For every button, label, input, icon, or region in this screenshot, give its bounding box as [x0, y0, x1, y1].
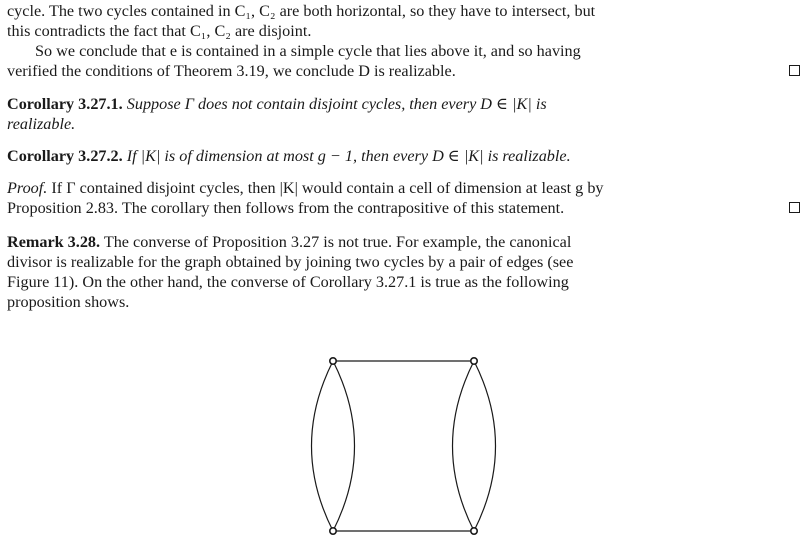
remark-text: The converse of Proposition 3.27 is not true. For example, the canonical: [103, 233, 572, 251]
text-line: [7, 232, 800, 252]
text-line: Figure 11). On the other hand, the converse of Corollary 3.27.1 is true as the following: [7, 273, 569, 291]
text-line: [7, 178, 800, 198]
text-line: this contradicts the fact that C₁, C₂ are disjoint.: [7, 22, 312, 40]
remark-label: Remark 3.28.: [7, 233, 101, 251]
proof-block: [7, 178, 800, 218]
edge-left-inner: [333, 361, 355, 531]
graph-figure: [300, 350, 500, 543]
corollary-statement: Suppose Γ does not contain disjoint cycles, then every D ∈ |K| is: [126, 95, 547, 113]
qed-square-icon: [789, 65, 800, 76]
corollary-3-27-1: [7, 94, 800, 134]
proof-label: Proof.: [7, 179, 48, 197]
paragraph-proof-end: [7, 1, 800, 41]
corollary-statement: If |K| is of dimension at most g − 1, then every D ∈ |K| is realizable.: [126, 147, 571, 165]
text-line: cycle. The two cycles contained in C₁, C₂ are both horizontal, so they have to intersect, but: [7, 2, 596, 20]
text-line: proposition shows.: [7, 293, 130, 311]
corollary-label: Corollary 3.27.2.: [7, 147, 123, 165]
corollary-statement: realizable.: [7, 115, 76, 133]
text-span: verified the conditions of Theorem 3.19, we conclude D is realizable.: [7, 62, 456, 80]
vertex-top-right: [471, 358, 477, 364]
text-line: [7, 146, 800, 166]
proof-text: Proposition 2.83. The corollary then follows from the contrapositive of this statement.: [7, 199, 565, 217]
text-line: divisor is realizable for the graph obtained by joining two cycles by a pair of edges (see: [7, 253, 574, 271]
edge-left-outer: [312, 361, 334, 531]
text-line: [7, 61, 800, 81]
paragraph-conclusion: [7, 41, 800, 81]
text-line: [7, 94, 800, 114]
remark-3-28: [7, 232, 800, 312]
corollary-label: Corollary 3.27.1.: [7, 95, 123, 113]
text-line: [7, 114, 800, 134]
proof-text: If Γ contained disjoint cycles, then |K| would contain a cell of dimension at least g by: [51, 179, 604, 197]
vertex-bottom-left: [330, 528, 336, 534]
vertex-bottom-right: [471, 528, 477, 534]
text-line: So we conclude that e is contained in a simple cycle that lies above it, and so having: [35, 42, 581, 60]
text-line: [7, 198, 800, 218]
qed-square-icon: [789, 202, 800, 213]
edge-right-outer: [453, 361, 475, 531]
edge-right-inner: [474, 361, 496, 531]
vertex-top-left: [330, 358, 336, 364]
corollary-3-27-2: [7, 146, 800, 166]
